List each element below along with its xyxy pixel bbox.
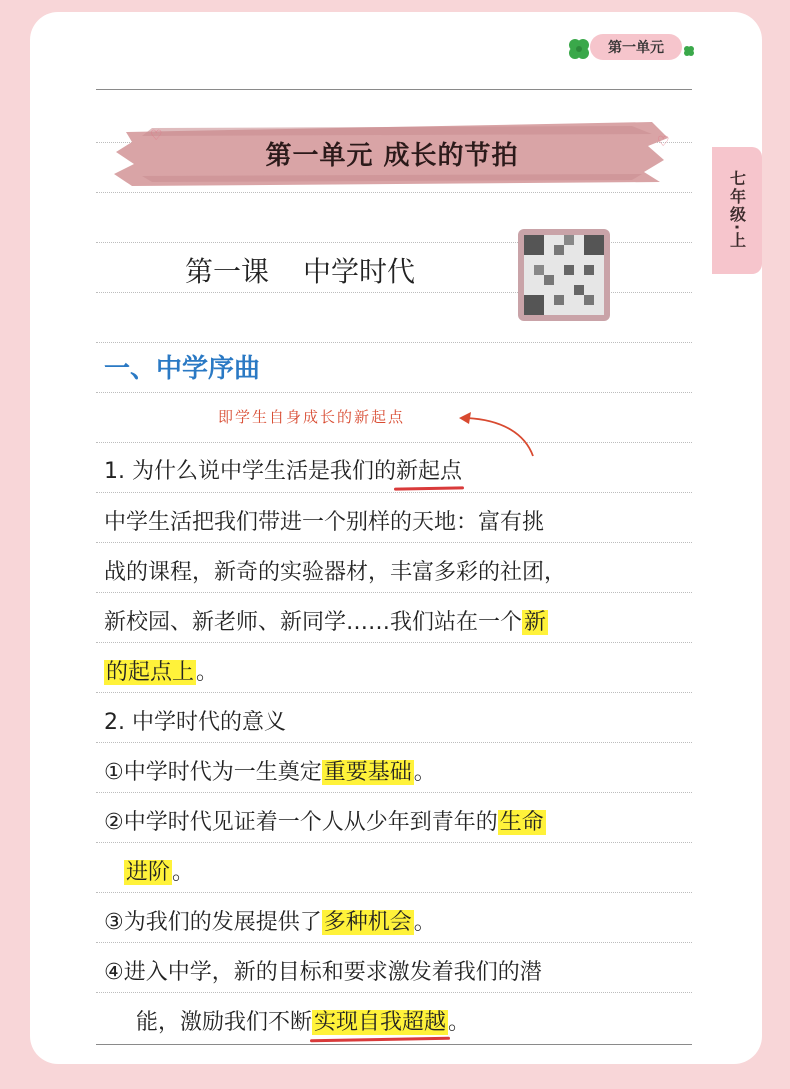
ruled-line [96, 392, 692, 393]
item-text: ①中学时代为一生奠定 [104, 760, 322, 785]
item-text: ②中学时代见证着一个人从少年到青年的 [104, 810, 498, 835]
heart-icon: ♡ [150, 128, 163, 144]
grade-side-tab [712, 147, 762, 274]
unit-tag [590, 34, 682, 60]
ruled-line [96, 642, 692, 643]
clover-icon [566, 36, 592, 62]
qr-code[interactable] [518, 229, 610, 321]
ruled-line [96, 592, 692, 593]
highlighted-keyword: 实现自我超越 [314, 1010, 447, 1035]
punctuation: 。 [172, 860, 195, 885]
paragraph-line: 战的课程，新奇的实验器材，丰富多彩的社团， [104, 560, 567, 585]
paragraph-line [104, 655, 218, 686]
unit-title: 第一单元 成长的节拍 [265, 140, 519, 171]
paragraph-text: 新校园、新老师、新同学……我们站在一个 [104, 610, 523, 635]
paragraph-line: 中学生活把我们带进一个别样的天地：富有挑 [104, 510, 545, 535]
ruled-line [96, 792, 692, 793]
ruled-line [96, 742, 692, 743]
ruled-line [96, 442, 692, 443]
ruled-line [96, 342, 692, 343]
annotation-arrow-icon [455, 408, 545, 460]
ruled-line [96, 692, 692, 693]
highlighted-keyword: 生命 [499, 810, 544, 835]
paragraph-line [104, 605, 548, 636]
ruled-line [96, 542, 692, 543]
highlighted-keyword: 多种机会 [323, 910, 412, 935]
ruled-line [96, 892, 692, 893]
item-text: ③为我们的发展提供了 [104, 910, 322, 935]
question-2: 2. 中学时代的意义 [104, 710, 286, 735]
lesson-name: 中学时代 [303, 255, 416, 288]
list-item [104, 905, 436, 936]
highlighted-keyword: 重要基础 [323, 760, 412, 785]
list-item-continuation [136, 1005, 470, 1036]
ruled-line [96, 942, 692, 943]
punctuation: 。 [413, 760, 436, 785]
lesson-heading [185, 250, 415, 290]
highlighted-keyword: 新 [524, 610, 547, 635]
unit-tag-label: 第一单元 [608, 40, 664, 56]
ruled-line [96, 492, 692, 493]
question-1 [104, 454, 462, 485]
ruled-line [96, 842, 692, 843]
punctuation: 。 [413, 910, 436, 935]
punctuation: 。 [196, 660, 219, 685]
lesson-number: 第一课 [185, 255, 270, 288]
section-title: 一、中学序曲 [104, 354, 261, 384]
question-1-text: 1. 为什么说中学生活是我们的 [104, 459, 396, 484]
margin-annotation: 即学生自身成长的新起点 [218, 408, 406, 426]
header-rule [96, 89, 692, 90]
punctuation: 。 [448, 1010, 471, 1035]
item-text: 能，激励我们不断 [136, 1010, 313, 1035]
qr-code-icon [524, 235, 604, 315]
list-item: ④进入中学，新的目标和要求激发着我们的潜 [104, 960, 542, 985]
list-item [104, 805, 546, 836]
grade-label: 七年级·上 [727, 170, 747, 251]
ruled-line [96, 192, 692, 193]
footer-rule [96, 1044, 692, 1045]
question-1-keyword: 新起点 [395, 459, 462, 484]
list-item [104, 755, 436, 786]
heart-icon: ♡ [657, 134, 670, 150]
ruled-line [96, 992, 692, 993]
highlighted-keyword: 的起点上 [106, 660, 195, 685]
highlighted-keyword: 进阶 [126, 860, 171, 885]
list-item-continuation [124, 855, 194, 886]
small-clover-icon [682, 44, 696, 58]
